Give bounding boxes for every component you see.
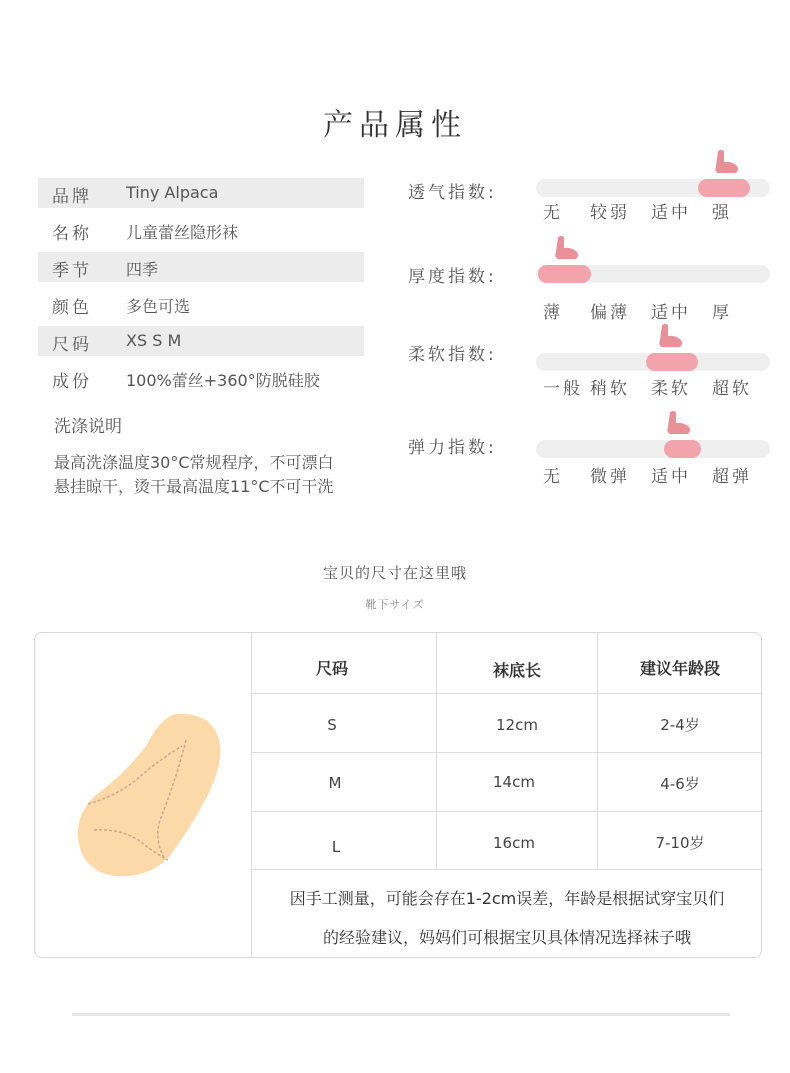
thickness-track: [536, 265, 770, 283]
size-section-subtitle: 靴下サイズ: [365, 598, 425, 611]
table-divider: [252, 869, 762, 870]
elasticity-level: 无: [543, 467, 563, 487]
thickness-level: 厚: [712, 303, 732, 323]
sock-marker-icon: [554, 235, 580, 263]
softness-track: [536, 353, 770, 371]
washing-line-1: 最高洗涤温度30°C常规程序，不可漂白: [54, 453, 334, 472]
attr-label: 颜色: [52, 298, 92, 318]
table-cell: 4-6岁: [660, 775, 700, 793]
size-section-title: 宝贝的尺寸在这里哦: [322, 564, 467, 582]
table-divider: [252, 752, 762, 753]
table-cell: 12cm: [496, 716, 538, 734]
table-cell: 14cm: [493, 773, 535, 791]
header-size: 尺码: [315, 659, 348, 678]
sock-marker-icon: [714, 149, 740, 177]
attr-label: 尺码: [52, 335, 92, 355]
breathability-track: [536, 179, 770, 197]
table-cell: 2-4岁: [660, 716, 700, 734]
table-cell: L: [331, 838, 341, 856]
softness-level: 一般: [543, 379, 583, 399]
table-divider: [252, 811, 762, 812]
size-note-line-1: 因手工测量，可能会存在1-2cm误差，年龄是根据试穿宝贝们: [289, 889, 725, 908]
header-age: 建议年龄段: [639, 659, 720, 678]
attr-value: 100%蕾丝+360°防脱硅胶: [126, 371, 320, 390]
header-sole-length: 袜底长: [492, 661, 541, 680]
attr-label: 品牌: [52, 187, 92, 207]
washing-title: 洗涤说明: [54, 417, 122, 437]
attr-row-color: [38, 289, 364, 319]
table-cell: 7-10岁: [655, 834, 705, 852]
elasticity-level: 微弹: [590, 467, 630, 487]
attr-value: 儿童蕾丝隐形袜: [126, 223, 239, 242]
thickness-fill: [538, 265, 591, 283]
softness-label: 柔软指数:: [408, 345, 497, 365]
elasticity-fill: [664, 440, 701, 458]
sock-marker-icon: [666, 410, 692, 438]
attr-row-brand: [38, 178, 364, 208]
softness-level: 超软: [712, 379, 752, 399]
elasticity-level: 适中: [651, 467, 691, 487]
elasticity-track: [536, 440, 770, 458]
attr-row-size: [38, 326, 364, 356]
breathability-level: 强: [712, 203, 732, 223]
elasticity-level: 超弹: [712, 467, 752, 487]
breathability-level: 适中: [651, 203, 691, 223]
table-cell: M: [328, 774, 342, 792]
attr-label: 季节: [52, 261, 92, 281]
sock-marker-icon: [658, 323, 684, 351]
table-divider: [252, 693, 762, 694]
attr-value: Tiny Alpaca: [126, 183, 219, 202]
attr-row-name: [38, 215, 364, 245]
page-title: 产品属性: [323, 108, 467, 143]
thickness-level: 偏薄: [590, 303, 630, 323]
attr-value: XS S M: [126, 331, 182, 350]
washing-line-2: 悬挂晾干，烫干最高温度11°C不可干洗: [54, 477, 334, 496]
breathability-label: 透气指数:: [408, 183, 497, 203]
bottom-divider: [72, 1013, 730, 1016]
size-note-line-2: 的经验建议，妈妈们可根据宝贝具体情况选择袜子哦: [322, 928, 691, 947]
attr-row-season: [38, 252, 364, 282]
thickness-level: 适中: [651, 303, 691, 323]
breathability-fill: [698, 179, 750, 197]
table-cell: 16cm: [493, 834, 535, 852]
softness-level: 柔软: [651, 379, 691, 399]
thickness-label: 厚度指数:: [408, 267, 497, 287]
lace-sock-icon: [76, 710, 226, 880]
attr-value: 四季: [126, 260, 159, 279]
softness-level: 稍软: [590, 379, 630, 399]
elasticity-label: 弹力指数:: [408, 438, 497, 458]
thickness-level: 薄: [543, 303, 563, 323]
attr-value: 多色可选: [126, 297, 191, 316]
attr-row-material: [38, 363, 364, 393]
softness-fill: [646, 353, 698, 371]
breathability-level: 无: [543, 203, 563, 223]
attr-label: 成份: [52, 372, 92, 392]
breathability-level: 较弱: [590, 203, 630, 223]
table-cell: S: [327, 716, 337, 734]
attr-label: 名称: [52, 224, 92, 244]
